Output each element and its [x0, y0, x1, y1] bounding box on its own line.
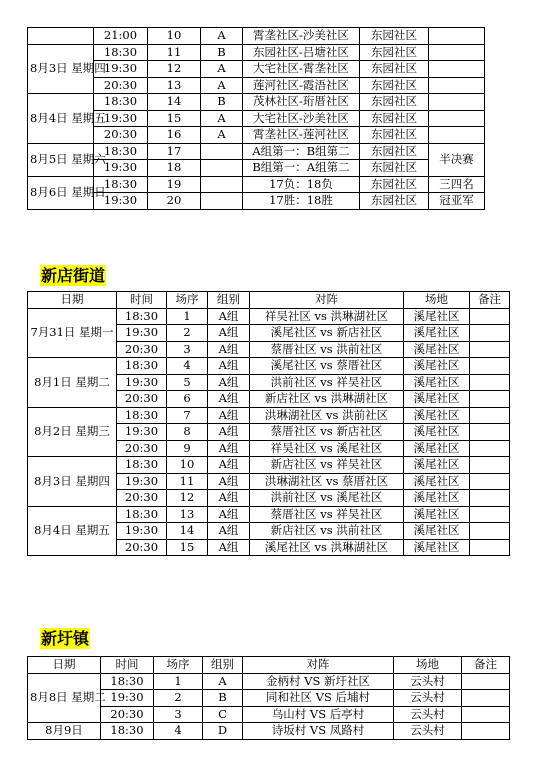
match-no-cell: 11 — [148, 44, 201, 61]
note-cell — [470, 490, 510, 507]
time-cell: 18:30 — [117, 308, 167, 325]
column-header-date: 日期 — [28, 292, 117, 309]
group-cell — [201, 193, 243, 210]
group-cell: B — [203, 690, 243, 707]
group-cell: B — [201, 94, 243, 111]
group-cell: A组 — [208, 457, 250, 474]
matchup-cell: 新店社区 vs 祥吴社区 — [250, 457, 404, 474]
matchup-cell: 大宅社区-霄垄社区 — [243, 61, 360, 78]
column-header-match-no: 场序 — [154, 657, 203, 674]
group-cell: A — [203, 673, 243, 690]
group-cell: D — [203, 723, 243, 740]
time-cell: 19:30 — [117, 374, 167, 391]
date-cell: 7月31日 星期一 — [28, 308, 117, 358]
venue-cell: 东园社区 — [360, 94, 429, 111]
venue-cell: 溪尾社区 — [404, 424, 470, 441]
note-cell — [470, 440, 510, 457]
venue-cell: 东园社区 — [360, 176, 429, 193]
match-no-cell: 2 — [167, 325, 208, 342]
schedule-table-xinxu — [27, 656, 510, 740]
match-no-cell: 5 — [167, 374, 208, 391]
match-no-cell: 10 — [148, 28, 201, 45]
table-row — [28, 723, 510, 740]
date-cell: 8月9日 — [28, 723, 101, 740]
note-cell — [470, 325, 510, 342]
table-row — [28, 176, 485, 193]
column-header-time: 时间 — [101, 657, 154, 674]
matchup-cell: 蔡厝社区 vs 洪前社区 — [250, 341, 404, 358]
venue-cell: 溪尾社区 — [404, 341, 470, 358]
note-cell — [462, 723, 510, 740]
note-cell: 冠亚军 — [429, 193, 485, 210]
time-cell: 18:30 — [94, 94, 148, 111]
note-cell — [470, 424, 510, 441]
time-cell: 19:30 — [117, 424, 167, 441]
matchup-cell: 大宅社区-沙美社区 — [243, 110, 360, 127]
venue-cell: 东园社区 — [360, 160, 429, 177]
matchup-cell: 蔡厝社区 vs 祥吴社区 — [250, 506, 404, 523]
note-cell — [429, 28, 485, 45]
venue-cell: 溪尾社区 — [404, 506, 470, 523]
note-cell — [429, 94, 485, 111]
venue-cell: 溪尾社区 — [404, 473, 470, 490]
time-cell: 18:30 — [101, 723, 154, 740]
group-cell — [201, 143, 243, 160]
section-title-xinxu: 新圩镇 — [41, 629, 90, 648]
venue-cell: 溪尾社区 — [404, 523, 470, 540]
matchup-cell: 霄垄社区-莲河社区 — [243, 127, 360, 144]
time-cell: 20:30 — [94, 127, 148, 144]
note-cell: 三四名 — [429, 176, 485, 193]
time-cell: 20:30 — [94, 77, 148, 94]
time-cell: 19:30 — [94, 110, 148, 127]
matchup-cell: 洪琳湖社区 vs 洪前社区 — [250, 407, 404, 424]
date-cell: 8月4日 星期五 — [28, 506, 117, 556]
group-cell: A — [201, 61, 243, 78]
group-cell — [201, 160, 243, 177]
table-row — [28, 308, 510, 325]
match-no-cell: 14 — [148, 94, 201, 111]
matchup-cell: 17负：18负 — [243, 176, 360, 193]
time-cell: 18:30 — [117, 506, 167, 523]
column-header-matchup: 对阵 — [250, 292, 404, 309]
note-cell — [462, 673, 510, 690]
venue-cell: 溪尾社区 — [404, 490, 470, 507]
time-cell: 19:30 — [117, 473, 167, 490]
match-no-cell: 15 — [167, 539, 208, 556]
column-header-match-no: 场序 — [167, 292, 208, 309]
note-cell — [429, 77, 485, 94]
matchup-cell: 祥吴社区 vs 溪尾社区 — [250, 440, 404, 457]
time-cell: 18:30 — [117, 358, 167, 375]
group-cell: A组 — [208, 473, 250, 490]
column-header-note: 备注 — [462, 657, 510, 674]
table-row — [28, 358, 510, 375]
time-cell: 18:30 — [94, 143, 148, 160]
venue-cell: 东园社区 — [360, 193, 429, 210]
matchup-cell: 溪尾社区 vs 洪琳湖社区 — [250, 539, 404, 556]
date-cell: 8月5日 星期六 — [28, 143, 94, 176]
note-cell — [462, 706, 510, 723]
matchup-cell: 蔡厝社区 vs 新店社区 — [250, 424, 404, 441]
group-cell: A — [201, 127, 243, 144]
matchup-cell: 茂林社区-珩厝社区 — [243, 94, 360, 111]
match-no-cell: 9 — [167, 440, 208, 457]
matchup-cell: A组第一：B组第二 — [243, 143, 360, 160]
venue-cell: 东园社区 — [360, 61, 429, 78]
matchup-cell: 霄垄社区-沙美社区 — [243, 28, 360, 45]
time-cell: 18:30 — [101, 673, 154, 690]
venue-cell: 东园社区 — [360, 143, 429, 160]
venue-cell: 东园社区 — [360, 44, 429, 61]
note-cell — [429, 44, 485, 61]
match-no-cell: 1 — [167, 308, 208, 325]
venue-cell: 溪尾社区 — [404, 440, 470, 457]
group-cell: A组 — [208, 391, 250, 408]
venue-cell: 溪尾社区 — [404, 325, 470, 342]
column-header-group: 组别 — [203, 657, 243, 674]
venue-cell: 溪尾社区 — [404, 308, 470, 325]
column-header-venue: 场地 — [394, 657, 462, 674]
group-cell: A组 — [208, 539, 250, 556]
time-cell: 19:30 — [94, 193, 148, 210]
match-no-cell: 12 — [148, 61, 201, 78]
match-no-cell: 12 — [167, 490, 208, 507]
column-header-time: 时间 — [117, 292, 167, 309]
venue-cell: 东园社区 — [360, 28, 429, 45]
match-no-cell: 10 — [167, 457, 208, 474]
matchup-cell: 金柄村 VS 新圩社区 — [243, 673, 394, 690]
venue-cell: 溪尾社区 — [404, 391, 470, 408]
date-cell: 8月4日 星期五 — [28, 94, 94, 144]
venue-cell: 云头村 — [394, 723, 462, 740]
date-cell: 8月1日 星期二 — [28, 358, 117, 408]
group-cell: A组 — [208, 490, 250, 507]
match-no-cell: 15 — [148, 110, 201, 127]
note-cell — [470, 358, 510, 375]
time-cell: 20:30 — [117, 440, 167, 457]
match-no-cell: 13 — [167, 506, 208, 523]
match-no-cell: 11 — [167, 473, 208, 490]
date-cell — [28, 28, 94, 45]
time-cell: 19:30 — [94, 160, 148, 177]
group-cell: A组 — [208, 523, 250, 540]
note-cell — [470, 457, 510, 474]
venue-cell: 云头村 — [394, 690, 462, 707]
matchup-cell: 溪尾社区 vs 蔡厝社区 — [250, 358, 404, 375]
match-no-cell: 4 — [154, 723, 203, 740]
date-cell: 8月8日 星期二 — [28, 673, 101, 723]
time-cell: 19:30 — [94, 61, 148, 78]
column-header-date: 日期 — [28, 657, 101, 674]
time-cell: 20:30 — [101, 706, 154, 723]
group-cell — [201, 176, 243, 193]
matchup-cell: 洪琳湖社区 vs 蔡厝社区 — [250, 473, 404, 490]
match-no-cell: 17 — [148, 143, 201, 160]
matchup-cell: 莲河社区-霞浯社区 — [243, 77, 360, 94]
time-cell: 18:30 — [94, 44, 148, 61]
match-no-cell: 3 — [154, 706, 203, 723]
group-cell: A组 — [208, 374, 250, 391]
group-cell: A组 — [208, 506, 250, 523]
time-cell: 18:30 — [117, 457, 167, 474]
column-header-matchup: 对阵 — [243, 657, 394, 674]
time-cell: 20:30 — [117, 391, 167, 408]
table-row — [28, 143, 485, 160]
match-no-cell: 13 — [148, 77, 201, 94]
note-cell — [429, 127, 485, 144]
group-cell: A组 — [208, 325, 250, 342]
matchup-cell: 同和社区 VS 后埔村 — [243, 690, 394, 707]
group-cell: A组 — [208, 358, 250, 375]
note-cell — [470, 391, 510, 408]
matchup-cell: 洪前社区 vs 溪尾社区 — [250, 490, 404, 507]
venue-cell: 溪尾社区 — [404, 374, 470, 391]
column-header-venue: 场地 — [404, 292, 470, 309]
match-no-cell: 19 — [148, 176, 201, 193]
time-cell: 20:30 — [117, 341, 167, 358]
group-cell: A — [201, 28, 243, 45]
table-row — [28, 28, 485, 45]
table-header-row — [28, 657, 510, 674]
venue-cell: 溪尾社区 — [404, 407, 470, 424]
group-cell: A组 — [208, 308, 250, 325]
matchup-cell: 乌山村 VS 后亭村 — [243, 706, 394, 723]
table-header-row — [28, 292, 510, 309]
table-row — [28, 77, 485, 94]
matchup-cell: 新店社区 vs 洪前社区 — [250, 523, 404, 540]
match-no-cell: 14 — [167, 523, 208, 540]
venue-cell: 云头村 — [394, 673, 462, 690]
venue-cell: 东园社区 — [360, 110, 429, 127]
time-cell: 19:30 — [117, 523, 167, 540]
match-no-cell: 4 — [167, 358, 208, 375]
schedule-table-xindian — [27, 291, 510, 556]
match-no-cell: 3 — [167, 341, 208, 358]
matchup-cell: B组第一：A组第二 — [243, 160, 360, 177]
venue-cell: 溪尾社区 — [404, 539, 470, 556]
schedule-table-dongyuan — [27, 27, 485, 210]
match-no-cell: 8 — [167, 424, 208, 441]
matchup-cell: 祥吴社区 vs 洪琳湖社区 — [250, 308, 404, 325]
section-title-xindian: 新店街道 — [41, 266, 106, 285]
note-cell — [470, 539, 510, 556]
match-no-cell: 16 — [148, 127, 201, 144]
match-no-cell: 18 — [148, 160, 201, 177]
group-cell: A — [201, 110, 243, 127]
column-header-note: 备注 — [470, 292, 510, 309]
match-no-cell: 1 — [154, 673, 203, 690]
group-cell: A — [201, 77, 243, 94]
table-row — [28, 44, 485, 61]
note-cell — [470, 523, 510, 540]
venue-cell: 云头村 — [394, 706, 462, 723]
time-cell: 21:00 — [94, 28, 148, 45]
matchup-cell: 东园社区-吕塘社区 — [243, 44, 360, 61]
note-cell — [470, 308, 510, 325]
date-cell: 8月2日 星期三 — [28, 407, 117, 457]
match-no-cell: 2 — [154, 690, 203, 707]
time-cell: 19:30 — [117, 325, 167, 342]
note-cell — [470, 341, 510, 358]
note-cell — [470, 506, 510, 523]
venue-cell: 溪尾社区 — [404, 457, 470, 474]
column-header-group: 组别 — [208, 292, 250, 309]
time-cell: 19:30 — [101, 690, 154, 707]
matchup-cell: 17胜：18胜 — [243, 193, 360, 210]
time-cell: 18:30 — [94, 176, 148, 193]
note-cell — [462, 690, 510, 707]
table-row — [28, 94, 485, 111]
time-cell: 20:30 — [117, 539, 167, 556]
date-cell: 8月6日 星期日 — [28, 176, 94, 209]
match-no-cell: 7 — [167, 407, 208, 424]
group-cell: A组 — [208, 440, 250, 457]
matchup-cell: 新店社区 vs 洪琳湖社区 — [250, 391, 404, 408]
time-cell: 20:30 — [117, 490, 167, 507]
table-row — [28, 673, 510, 690]
table-row — [28, 457, 510, 474]
note-cell: 半决赛 — [429, 143, 485, 176]
matchup-cell: 诗坂村 VS 凤路村 — [243, 723, 394, 740]
date-cell: 8月3日 星期四 — [28, 44, 94, 94]
table-row — [28, 127, 485, 144]
venue-cell: 东园社区 — [360, 127, 429, 144]
group-cell: C — [203, 706, 243, 723]
venue-cell: 溪尾社区 — [404, 358, 470, 375]
note-cell — [429, 61, 485, 78]
note-cell — [470, 407, 510, 424]
note-cell — [429, 110, 485, 127]
match-no-cell: 6 — [167, 391, 208, 408]
match-no-cell: 20 — [148, 193, 201, 210]
note-cell — [470, 374, 510, 391]
table-row — [28, 407, 510, 424]
matchup-cell: 溪尾社区 vs 新店社区 — [250, 325, 404, 342]
group-cell: A组 — [208, 424, 250, 441]
note-cell — [470, 473, 510, 490]
group-cell: A组 — [208, 407, 250, 424]
matchup-cell: 洪前社区 vs 祥吴社区 — [250, 374, 404, 391]
table-row — [28, 506, 510, 523]
group-cell: B — [201, 44, 243, 61]
date-cell: 8月3日 星期四 — [28, 457, 117, 507]
table-row — [28, 706, 510, 723]
time-cell: 18:30 — [117, 407, 167, 424]
venue-cell: 东园社区 — [360, 77, 429, 94]
group-cell: A组 — [208, 341, 250, 358]
